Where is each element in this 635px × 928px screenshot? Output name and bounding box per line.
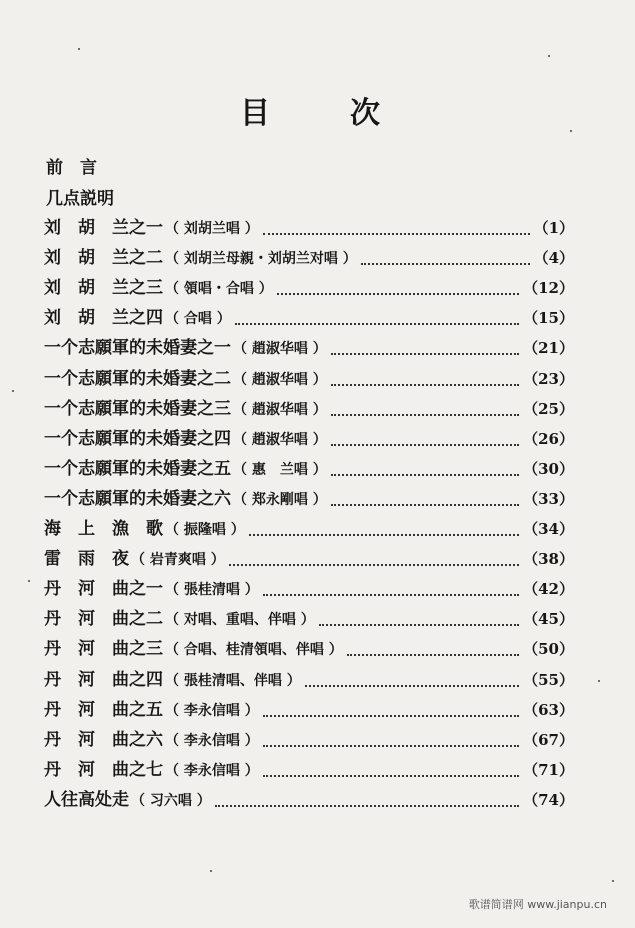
scan-speck [12, 390, 14, 392]
toc-page-number: （4） [533, 249, 574, 268]
toc-entry [44, 484, 574, 514]
toc-performer: （ 趙淑华唱 ） [233, 371, 327, 388]
toc-entry [44, 213, 574, 243]
toc-performer: （ 李永信唱 ） [165, 762, 259, 779]
title-char-1: 目 [240, 96, 270, 131]
toc-page-number: （55） [523, 670, 574, 689]
toc-performer: （ 李永信唱 ） [165, 732, 259, 749]
toc-page-number: （26） [523, 429, 574, 448]
toc-entry [44, 454, 574, 484]
toc-leader-dots [215, 793, 519, 807]
toc-entry [44, 634, 574, 664]
toc-performer: （ 合唱、桂清領唱、伴唱 ） [165, 642, 343, 659]
toc-song-title: 刘 胡 兰之四 [44, 308, 163, 329]
toc-song-title: 雷 雨 夜 [44, 549, 129, 570]
watermark-text: 歌谱简谱网 www.jianpu.cn [468, 898, 607, 911]
toc-performer: （ 合唱 ） [165, 311, 231, 328]
toc-page-number: （45） [523, 610, 574, 629]
toc-leader-dots [331, 372, 519, 386]
notes-heading: 几点説明 [46, 189, 114, 209]
toc-performer: （ 惠 兰唱 ） [233, 461, 327, 478]
scan-speck [78, 48, 80, 50]
toc-entry [44, 394, 574, 424]
toc-performer: （ 趙淑华唱 ） [233, 431, 327, 448]
toc-performer: （ 对唱、重唱、伴唱 ） [165, 612, 315, 629]
toc-leader-dots [263, 733, 519, 747]
toc-page-number: （12） [523, 279, 574, 298]
toc-song-title: 丹 河 曲之七 [44, 759, 163, 780]
toc-leader-dots [361, 251, 530, 265]
toc-entry [44, 364, 574, 394]
toc-page-number: （67） [523, 730, 574, 749]
scan-speck [28, 580, 30, 582]
toc-song-title: 刘 胡 兰之三 [44, 278, 163, 299]
toc-leader-dots [305, 673, 519, 687]
toc-page-number: （63） [523, 700, 574, 719]
toc-entry [44, 695, 574, 725]
toc-leader-dots [249, 522, 519, 536]
toc-page-number: （1） [533, 219, 574, 237]
toc-leader-dots [263, 582, 519, 596]
toc-page-number: （23） [523, 369, 574, 388]
toc-page-number: （42） [523, 580, 574, 599]
toc-song-title: 丹 河 曲之五 [44, 699, 163, 720]
toc-entry [44, 514, 574, 544]
toc-leader-dots [319, 612, 519, 626]
toc-song-title: 一个志願軍的未婚妻之三 [44, 398, 231, 419]
toc-entry [44, 424, 574, 454]
toc-leader-dots [331, 462, 519, 476]
toc-leader-dots [331, 402, 519, 416]
toc-entry [44, 725, 574, 755]
toc-performer: （ 习六唱 ） [131, 792, 211, 809]
scan-speck [548, 55, 550, 57]
toc-performer: （ 領唱・合唱 ） [165, 281, 273, 298]
toc-entry [44, 665, 574, 695]
scan-speck [598, 680, 600, 682]
toc-page-number: （71） [523, 760, 574, 779]
toc-leader-dots [331, 341, 519, 355]
toc-performer: （ 岩青爽唱 ） [131, 552, 225, 569]
title-char-2: 次 [350, 96, 380, 131]
toc-leader-dots [229, 552, 519, 566]
toc-song-title: 人往高处走 [44, 789, 129, 810]
toc-leader-dots [347, 642, 519, 656]
toc-leader-dots [331, 432, 519, 446]
toc-song-title: 一个志願軍的未婚妻之五 [44, 458, 231, 479]
toc-page-number: （38） [523, 550, 574, 569]
toc-song-title: 刘 胡 兰之二 [44, 248, 163, 269]
toc-entry [44, 785, 574, 815]
toc-performer: （ 刘胡兰母親・刘胡兰对唱 ） [165, 251, 357, 268]
toc-entry [44, 755, 574, 785]
toc-page-number: （21） [523, 339, 574, 358]
toc-song-title: 一个志願軍的未婚妻之六 [44, 488, 231, 509]
toc-entry [44, 273, 574, 303]
toc-performer: （ 張桂清唱 ） [165, 582, 259, 599]
toc-performer: （ 刘胡兰唱 ） [165, 221, 259, 237]
scan-speck [612, 880, 614, 882]
toc-performer: （ 趙淑华唱 ） [233, 401, 327, 418]
toc-performer: （ 振隆唱 ） [165, 522, 245, 538]
toc-page-number: （50） [523, 640, 574, 659]
toc-entry [44, 333, 574, 363]
toc-song-title: 丹 河 曲之三 [44, 639, 163, 660]
toc-page-number: （15） [523, 309, 574, 328]
page-title [240, 88, 380, 132]
toc-entry [44, 243, 574, 273]
toc-song-title: 一个志願軍的未婚妻之一 [44, 338, 231, 359]
toc-song-title: 丹 河 曲之四 [44, 669, 163, 690]
toc-page-number: （25） [523, 399, 574, 418]
toc-song-title: 丹 河 曲之六 [44, 729, 163, 750]
toc-leader-dots [235, 311, 519, 325]
toc-song-title: 丹 河 曲之一 [44, 579, 163, 600]
toc-song-title: 刘 胡 兰之一 [44, 218, 163, 238]
toc-leader-dots [263, 703, 519, 717]
toc-entry [44, 574, 574, 604]
toc-performer: （ 李永信唱 ） [165, 702, 259, 719]
toc-page-number: （34） [523, 520, 574, 538]
toc-leader-dots [263, 763, 519, 777]
toc-entry [44, 604, 574, 634]
toc-song-title: 一个志願軍的未婚妻之二 [44, 368, 231, 389]
toc-performer: （ 張桂清唱、伴唱 ） [165, 672, 301, 689]
toc-leader-dots [263, 221, 530, 235]
scan-speck [210, 870, 212, 872]
toc-song-title: 一个志願軍的未婚妻之四 [44, 428, 231, 449]
toc-leader-dots [277, 281, 519, 295]
toc-entry [44, 303, 574, 333]
toc-page-number: （30） [523, 459, 574, 478]
toc-performer: （ 趙淑华唱 ） [233, 341, 327, 358]
toc-song-title: 丹 河 曲之二 [44, 609, 163, 630]
toc-performer: （ 郑永剛唱 ） [233, 491, 327, 508]
toc-song-title: 海 上 漁 歌 [44, 519, 163, 539]
toc-entry [44, 544, 574, 574]
toc-page-number: （74） [523, 790, 574, 809]
scan-speck [570, 130, 572, 132]
toc-leader-dots [331, 492, 519, 506]
preface-heading: 前 言 [46, 158, 97, 178]
toc-page-number: （33） [523, 489, 574, 508]
